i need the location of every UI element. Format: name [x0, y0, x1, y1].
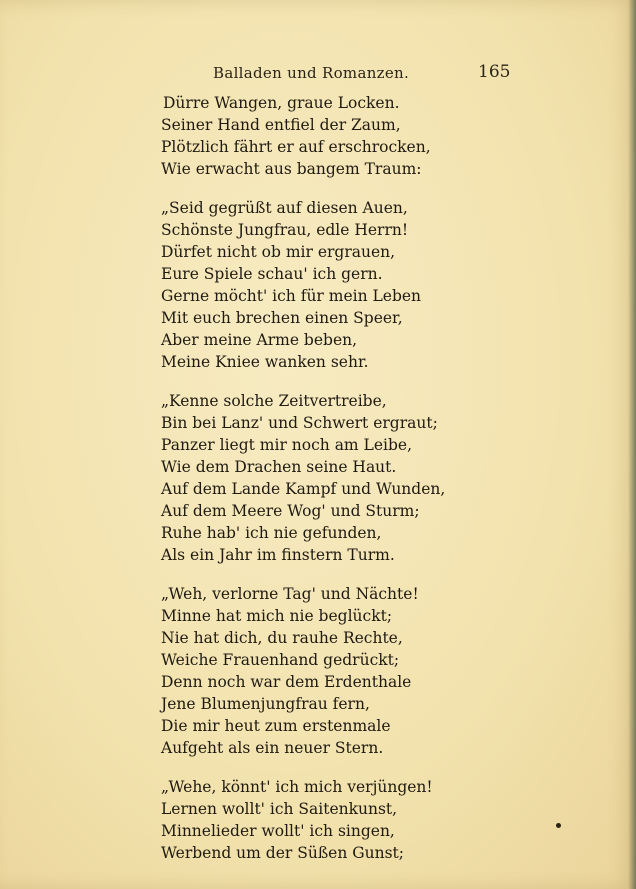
verse-line: „Weh, verlorne Tag' und Nächte! — [161, 585, 419, 603]
stanza-3 — [161, 390, 581, 566]
page-number: 165 — [478, 62, 511, 82]
verse-line: Auf dem Lande Kampf und Wunden, — [161, 480, 446, 498]
verse-line: Werbend um der Süßen Gunst; — [161, 844, 405, 862]
stanza-4 — [161, 583, 581, 759]
running-title: Balladen und Romanzen. — [213, 64, 410, 82]
verse-line: Gerne möcht' ich für mein Leben — [161, 287, 422, 305]
verse-line: „Wehe, könnt' ich mich verjüngen! — [161, 778, 433, 796]
verse-line: Dürre Wangen, graue Locken. — [163, 94, 400, 112]
verse-line: Als ein Jahr im finstern Turm. — [161, 546, 395, 564]
verse-line: Wie erwacht aus bangem Traum: — [161, 160, 422, 178]
verse-line: Auf dem Meere Wog' und Sturm; — [161, 502, 420, 520]
verse-line: Mit euch brechen einen Speer, — [161, 309, 403, 327]
verse-line: Bin bei Lanz' und Schwert ergraut; — [161, 414, 438, 432]
verse-line: Dürfet nicht ob mir ergrauen, — [161, 243, 396, 261]
poem-body — [161, 92, 581, 881]
verse-line: Nie hat dich, du rauhe Rechte, — [161, 629, 403, 647]
page-header — [0, 64, 636, 86]
verse-line: Die mir heut zum erstenmale — [161, 717, 391, 735]
verse-line: Jene Blumenjungfrau fern, — [161, 695, 370, 713]
page-edge-shadow — [628, 0, 636, 889]
verse-line: Schönste Jungfrau, edle Herrn! — [161, 221, 409, 239]
verse-line: Weiche Frauenhand gedrückt; — [161, 651, 400, 669]
stanza-1 — [161, 92, 581, 180]
verse-line: Aber meine Arme beben, — [161, 331, 358, 349]
verse-line: Ruhe hab' ich nie gefunden, — [161, 524, 382, 542]
verse-line: „Seid gegrüßt auf diesen Auen, — [161, 199, 408, 217]
stanza-2 — [161, 197, 581, 373]
verse-line: „Kenne solche Zeitvertreibe, — [161, 392, 387, 410]
verse-line: Minnelieder wollt' ich singen, — [161, 822, 395, 840]
verse-line: Denn noch war dem Erdenthale — [161, 673, 412, 691]
verse-line: Plötzlich fährt er auf erschrocken, — [161, 138, 431, 156]
verse-line: Wie dem Drachen seine Haut. — [161, 458, 397, 476]
verse-line: Lernen wollt' ich Saitenkunst, — [161, 800, 398, 818]
ink-speck — [556, 823, 561, 828]
verse-line: Minne hat mich nie beglückt; — [161, 607, 393, 625]
verse-line: Panzer liegt mir noch am Leibe, — [161, 436, 413, 454]
verse-line: Meine Kniee wanken sehr. — [161, 353, 369, 371]
stanza-5 — [161, 776, 581, 864]
verse-line: Seiner Hand entfiel der Zaum, — [161, 116, 401, 134]
verse-line: Aufgeht als ein neuer Stern. — [161, 739, 384, 757]
verse-line: Eure Spiele schau' ich gern. — [161, 265, 383, 283]
